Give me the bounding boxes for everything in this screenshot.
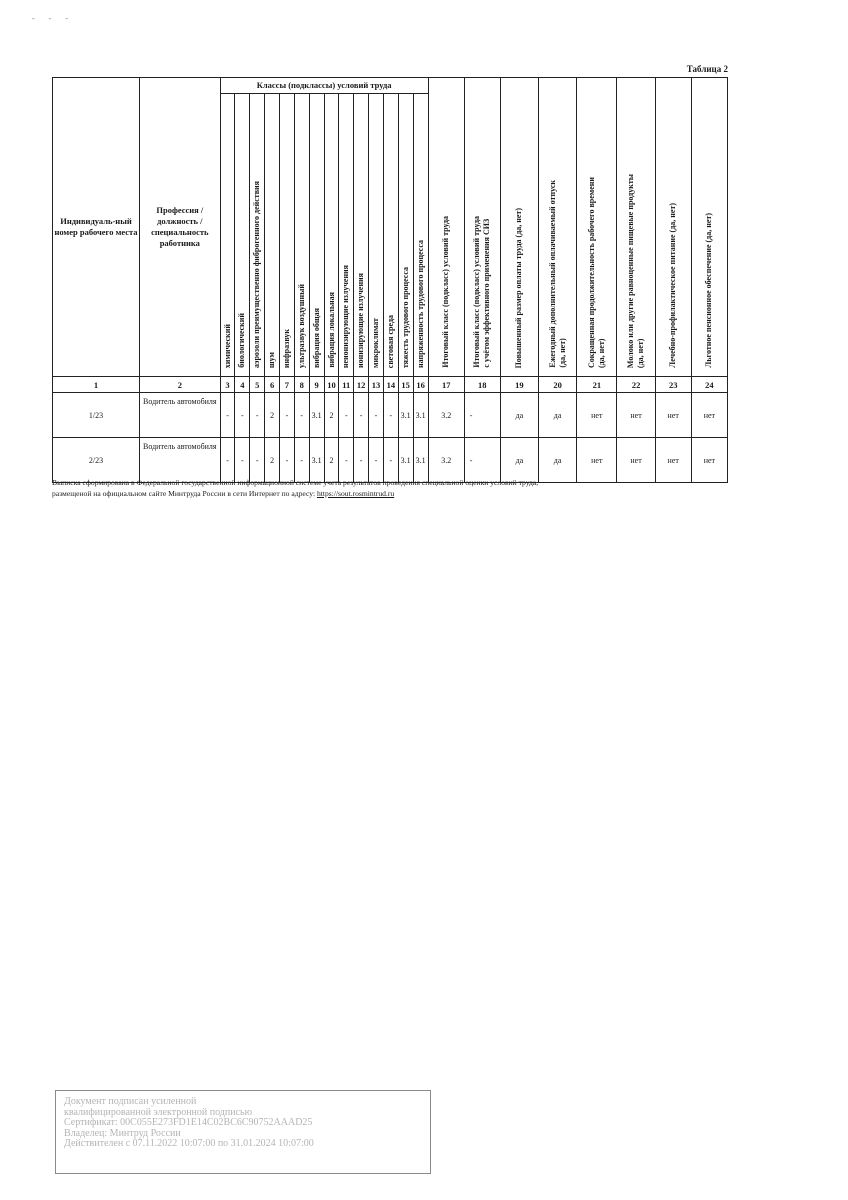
increased-pay: да	[500, 438, 538, 483]
column-number: 7	[280, 377, 295, 393]
header-factor-light: световая среда	[383, 94, 398, 377]
profession: Водитель автомобиля	[140, 438, 221, 483]
column-number: 15	[398, 377, 413, 393]
header-row-top	[53, 78, 728, 94]
column-number: 10	[324, 377, 339, 393]
electronic-signature-stamp	[55, 1090, 431, 1174]
factor-value: -	[354, 393, 369, 438]
header-factor-ultrasound: ультразвук воздушный	[294, 94, 309, 377]
header-extra-vacation: Ежегодный дополнительный оплачиваемый отпуск (да, нет)	[538, 78, 576, 377]
final-class-siz: -	[464, 438, 500, 483]
milk: нет	[617, 438, 655, 483]
factor-value: 2	[324, 393, 339, 438]
factor-value: 2	[265, 393, 280, 438]
sout-results-table	[52, 77, 728, 483]
final-class-siz: -	[464, 393, 500, 438]
footnote-line: размещеной на официальном сайте Минтруда России в сети Интернет по адресу: https://sout.rosmintrud.ru	[52, 489, 395, 498]
milk: нет	[617, 393, 655, 438]
factor-value: -	[280, 393, 295, 438]
header-factor-vibration-general: вибрация общая	[309, 94, 324, 377]
table-row	[53, 393, 728, 438]
header-factor-infrasound: инфразвук	[280, 94, 295, 377]
table-row	[53, 438, 728, 483]
nutrition: нет	[655, 438, 691, 483]
factor-value: -	[220, 393, 235, 438]
header-factor-chemical: химический	[220, 94, 235, 377]
header-factor-microclimate: микроклимат	[369, 94, 384, 377]
signature-owner: Владелец: Минтруд России	[64, 1128, 181, 1139]
pension: нет	[691, 438, 727, 483]
column-number: 18	[464, 377, 500, 393]
factor-value: 3.1	[413, 393, 428, 438]
column-number: 6	[265, 377, 280, 393]
factor-value: 3.1	[309, 438, 324, 483]
extra-vacation: да	[538, 393, 576, 438]
factor-value: -	[383, 438, 398, 483]
column-number: 22	[617, 377, 655, 393]
factor-value: -	[250, 438, 265, 483]
extract-footnote	[52, 477, 732, 499]
final-class: 3.2	[428, 438, 464, 483]
header-factor-tension: напряженность трудового процесса	[413, 94, 428, 377]
header-final-class: Итоговый класс (подкласс) условий труда	[428, 78, 464, 377]
footnote-line: Выписка сформирована в Федеральной государственной информационной системе учета результатов проведения специальной оценки условий труда,	[52, 478, 539, 487]
scan-corner-marks: - - -	[32, 14, 74, 23]
column-number: 3	[220, 377, 235, 393]
column-number-row	[53, 377, 728, 393]
column-number: 20	[538, 377, 576, 393]
factor-value: 2	[265, 438, 280, 483]
header-reduced-hours: Сокращенная продолжительность рабочего времени (да, нет)	[577, 78, 617, 377]
factor-value: -	[383, 393, 398, 438]
header-factor-nonionizing: неионизирующие излучения	[339, 94, 354, 377]
factor-value: 3.1	[309, 393, 324, 438]
column-number: 23	[655, 377, 691, 393]
column-number: 16	[413, 377, 428, 393]
header-factor-vibration-local: вибрация локальная	[324, 94, 339, 377]
column-number: 2	[140, 377, 221, 393]
final-class: 3.2	[428, 393, 464, 438]
signature-line: квалифицированной электронной подписью	[64, 1107, 253, 1118]
factor-value: -	[235, 393, 250, 438]
column-number: 4	[235, 377, 250, 393]
signature-line: Документ подписан усиленной	[64, 1097, 197, 1107]
header-factor-heaviness: тяжесть трудового процесса	[398, 94, 413, 377]
column-number: 1	[53, 377, 140, 393]
column-number: 17	[428, 377, 464, 393]
column-number: 19	[500, 377, 538, 393]
reduced-hours: нет	[577, 393, 617, 438]
factor-value: -	[294, 393, 309, 438]
workplace-id: 2/23	[53, 438, 140, 483]
factor-value: -	[354, 438, 369, 483]
nutrition: нет	[655, 393, 691, 438]
column-number: 21	[577, 377, 617, 393]
header-profession: Профессия / должность / специальность работника	[140, 78, 221, 377]
reduced-hours: нет	[577, 438, 617, 483]
factor-value: -	[369, 438, 384, 483]
column-number: 9	[309, 377, 324, 393]
signature-certificate: Сертификат: 00C055E273FD1E14C02BC6C90752AAAD25	[64, 1118, 313, 1128]
factor-value: -	[369, 393, 384, 438]
header-pension: Льготное пенсионное обеспечение (да, нет)	[691, 78, 727, 377]
column-number: 24	[691, 377, 727, 393]
factor-value: 3.1	[398, 438, 413, 483]
column-number: 5	[250, 377, 265, 393]
pension: нет	[691, 393, 727, 438]
factor-value: -	[294, 438, 309, 483]
column-number: 12	[354, 377, 369, 393]
factor-value: -	[339, 438, 354, 483]
column-number: 14	[383, 377, 398, 393]
header-milk: Молоко или другие равноценные пищевые продукты (да, нет)	[617, 78, 655, 377]
factor-value: -	[220, 438, 235, 483]
factor-value: -	[339, 393, 354, 438]
column-number: 11	[339, 377, 354, 393]
factor-value: -	[250, 393, 265, 438]
header-final-class-siz: Итоговый класс (подкласс) условий труда с учётом эффективного применения СИЗ	[464, 78, 500, 377]
header-factor-ionizing: ионизирующие излучения	[354, 94, 369, 377]
factor-value: 3.1	[398, 393, 413, 438]
header-classes-group: Классы (подклассы) условий труда	[220, 78, 428, 94]
header-factor-noise: шум	[265, 94, 280, 377]
header-factor-aerosols: аэрозоли преимущественно фиброгенного действия	[250, 94, 265, 377]
workplace-id: 1/23	[53, 393, 140, 438]
column-number: 13	[369, 377, 384, 393]
factor-value: -	[280, 438, 295, 483]
increased-pay: да	[500, 393, 538, 438]
sout-link[interactable]: https://sout.rosmintrud.ru	[316, 489, 395, 498]
extra-vacation: да	[538, 438, 576, 483]
factor-value: -	[235, 438, 250, 483]
header-increased-pay: Повышенный размер оплаты труда (да, нет)	[500, 78, 538, 377]
signature-validity: Действителен с 07.11.2022 10:07:00 по 31.01.2024 10:07:00	[64, 1139, 314, 1149]
table-caption: Таблица 2	[686, 64, 728, 74]
column-number: 8	[294, 377, 309, 393]
header-factor-biological: биологический	[235, 94, 250, 377]
profession: Водитель автомобиля	[140, 393, 221, 438]
factor-value: 3.1	[413, 438, 428, 483]
header-nutrition: Лечебно-профилактическое питание (да, нет)	[655, 78, 691, 377]
factor-value: 2	[324, 438, 339, 483]
header-workplace-id: Индивидуаль-ный номер рабочего места	[53, 78, 140, 377]
